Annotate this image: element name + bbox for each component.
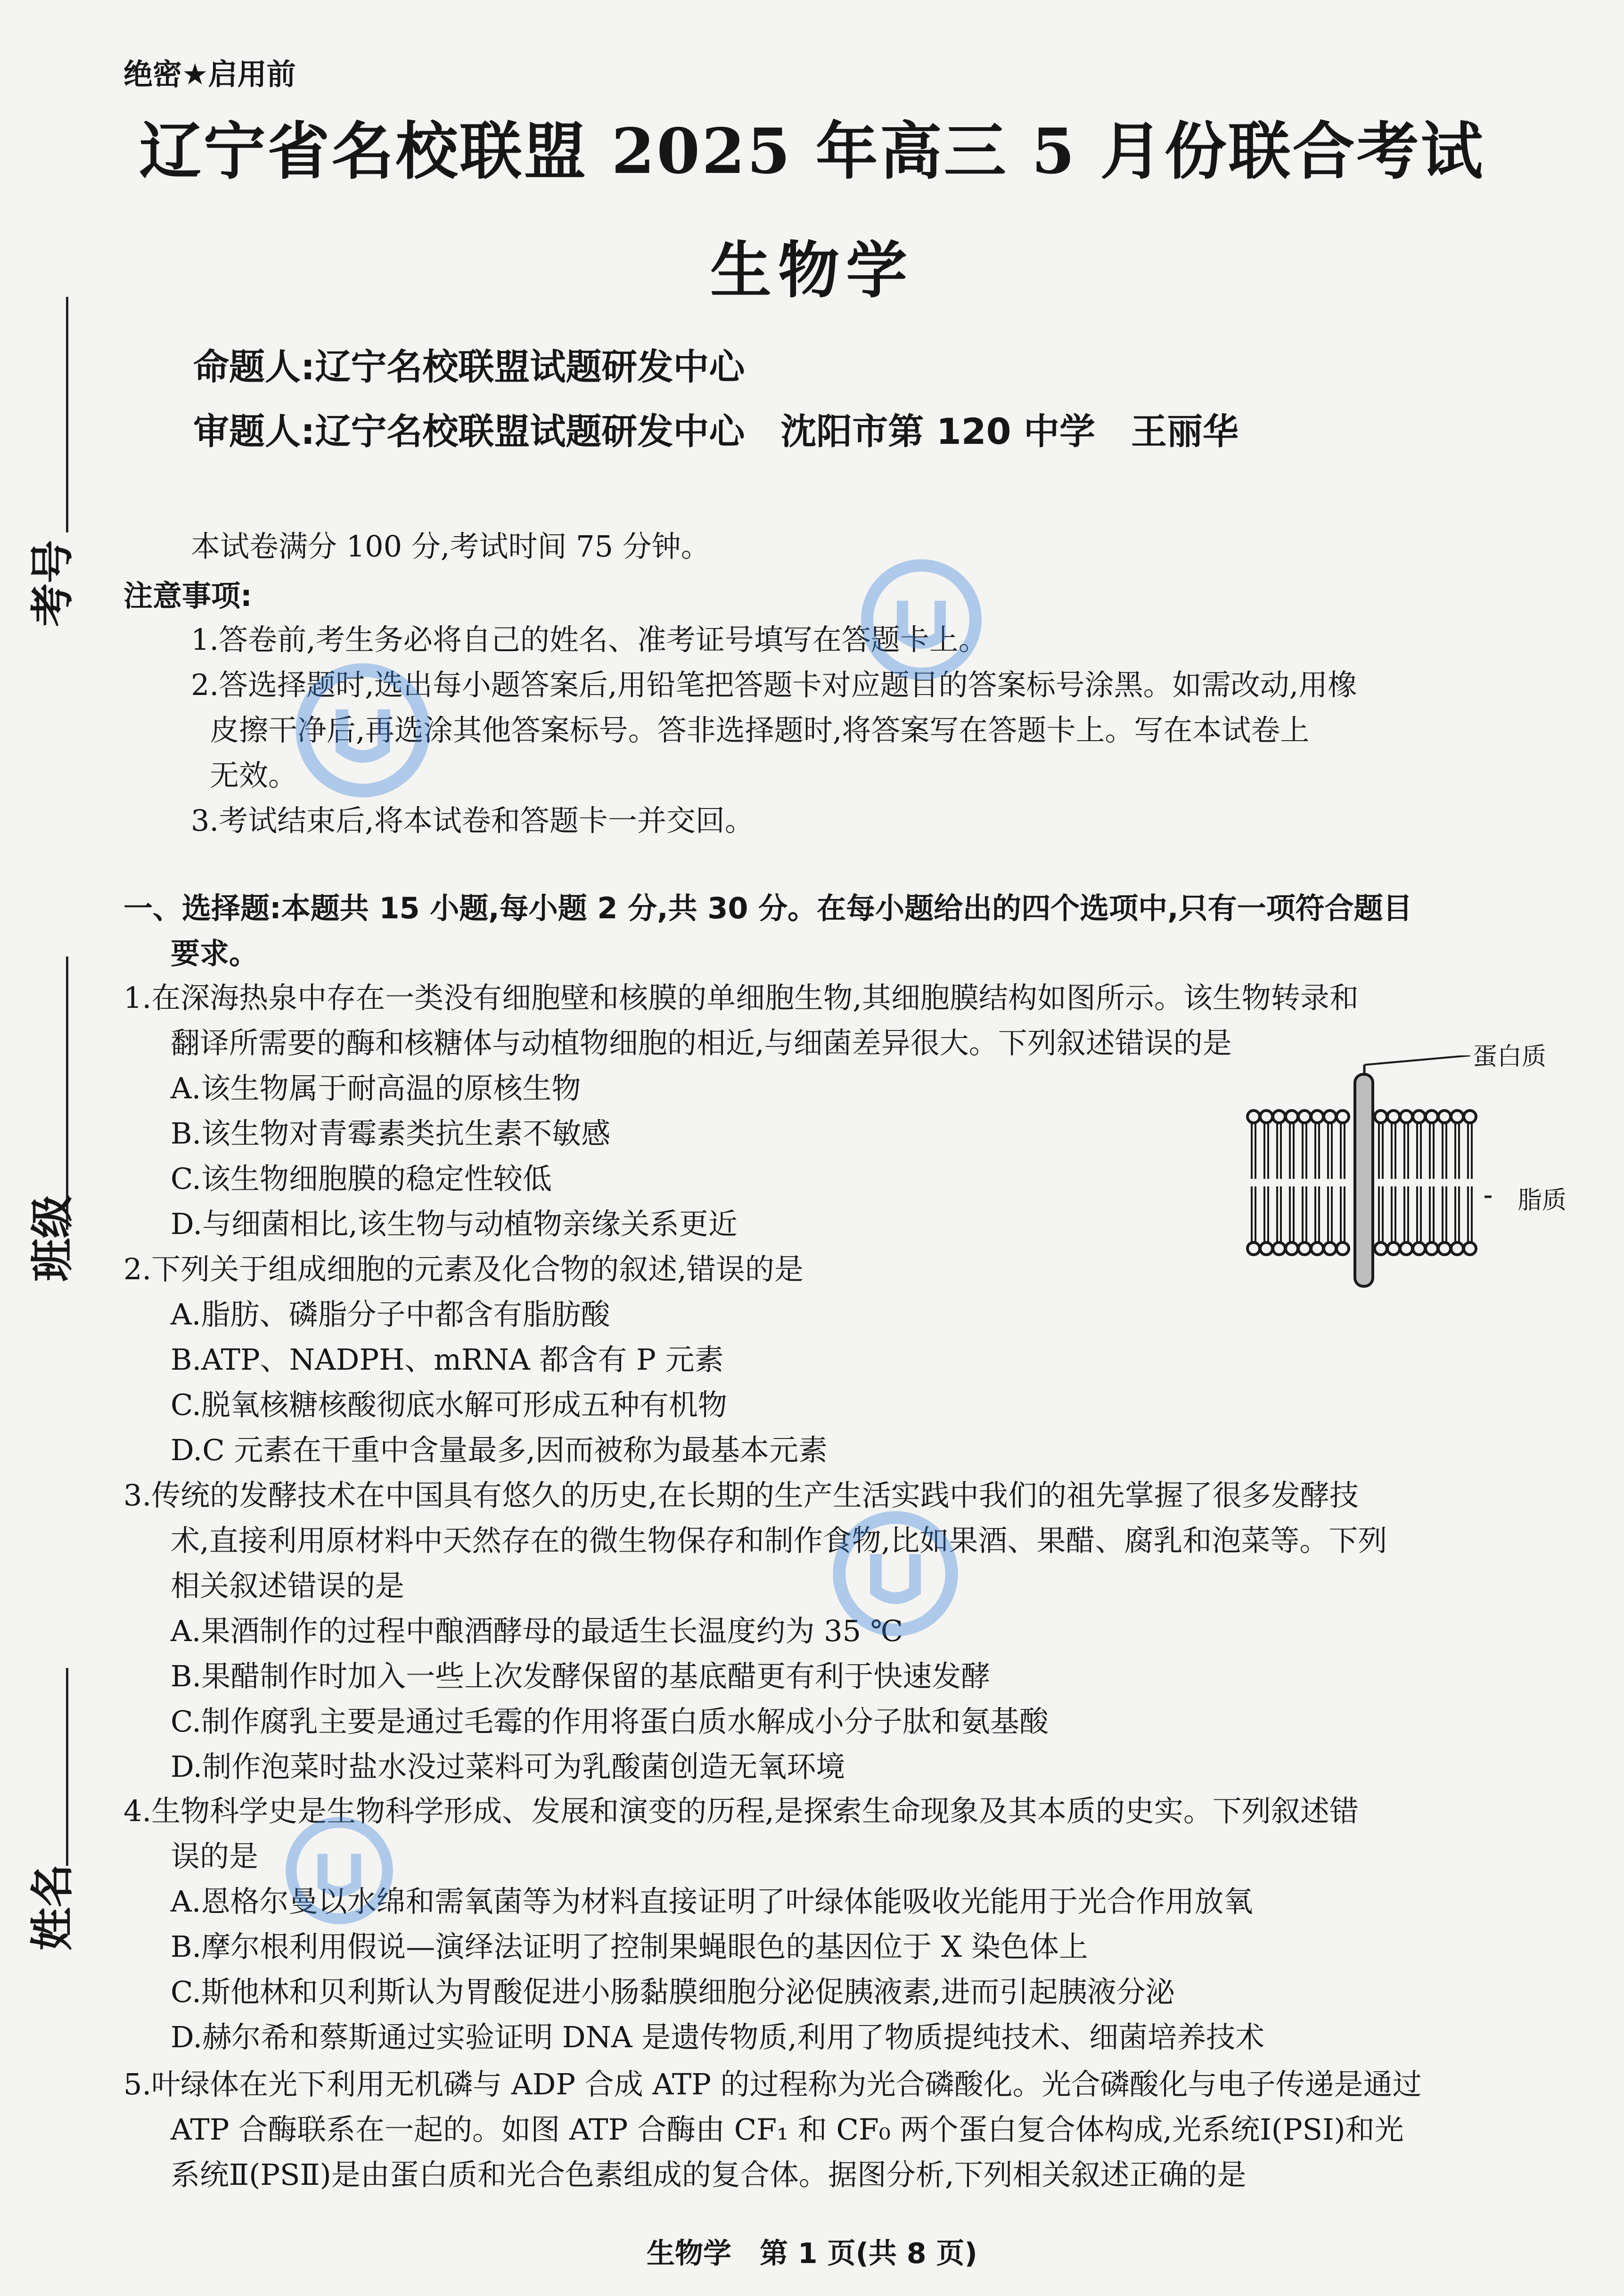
option-b: B.ATP、NADPH、mRNA 都含有 P 元素 xyxy=(171,1342,724,1377)
question-stem: 2.下列关于组成细胞的元素及化合物的叙述,错误的是 xyxy=(123,1252,804,1286)
side-field-line xyxy=(66,1668,68,1866)
secret-mark: 绝密★启用前 xyxy=(123,57,296,91)
question-stem: 4.生物科学史是生物科学形成、发展和演变的历程,是探索生命现象及其本质的史实。下列叙述错 xyxy=(123,1794,1359,1828)
question-2 xyxy=(123,1247,1589,1473)
page-footer: 生物学 第 1 页(共 8 页) xyxy=(647,2237,977,2270)
option-a: A.脂肪、磷脂分子中都含有脂肪酸 xyxy=(171,1297,610,1332)
label-protein: 蛋白质 xyxy=(1473,1043,1547,1071)
setter-line: 命题人:辽宁名校联盟试题研发中心 xyxy=(193,346,745,388)
section-heading xyxy=(123,886,1594,976)
label-lipid: 脂质 xyxy=(1517,1186,1567,1215)
question-stem: 翻译所需要的酶和核糖体与动植物细胞的相近,与细菌差异很大。下列叙述错误的是 xyxy=(171,1026,1232,1060)
notice-item: 2.答选择题时,选出每小题答案后,用铅笔把答题卡对应题目的答案标号涂黑。如需改动,用橡 xyxy=(191,668,1357,702)
watermark-logo-icon xyxy=(292,660,434,801)
option-a: A.该生物属于耐高温的原核生物 xyxy=(171,1071,581,1105)
question-stem: 5.叶绿体在光下利用无机磷与 ADP 合成 ATP 的过程称为光合磷酸化。光合磷酸化与电子传递是通过 xyxy=(123,2067,1422,2101)
phospholipid-head xyxy=(1273,1111,1285,1123)
question-5 xyxy=(123,2062,1589,2198)
phospholipid-head xyxy=(1438,1111,1451,1123)
phospholipid-head xyxy=(1413,1111,1425,1123)
side-field-line xyxy=(66,956,68,1230)
notice-item: 无效。 xyxy=(210,758,298,793)
question-stem: 1.在深海热泉中存在一类没有细胞壁和核膜的单细胞生物,其细胞膜结构如图所示。该生物转录和 xyxy=(123,980,1359,1015)
question-stem: 相关叙述错误的是 xyxy=(171,1569,405,1603)
phospholipid-head xyxy=(1247,1111,1260,1123)
side-field-name: 姓名 xyxy=(27,1863,78,1951)
exam-title: 辽宁省名校联盟 2025 年高三 5 月份联合考试 xyxy=(139,115,1485,188)
notice-item: 1.答卷前,考生务必将自己的姓名、准考证号填写在答题卡上。 xyxy=(191,622,988,657)
watermark-logo-icon xyxy=(829,1508,961,1640)
question-stem: 术,直接利用原材料中天然存在的微生物保存和制作食物,比如果酒、果醋、腐乳和泡菜等。下列 xyxy=(171,1523,1387,1558)
phospholipid-head xyxy=(1260,1111,1272,1123)
option-d: D.C 元素在干重中含量最多,因而被称为最基本元素 xyxy=(171,1433,828,1467)
notice-item: 3.考试结束后,将本试卷和答题卡一并交回。 xyxy=(191,803,754,838)
question-stem: 3.传统的发酵技术在中国具有悠久的历史,在长期的生产生活实践中我们的祖先掌握了很多发酵技 xyxy=(123,1478,1359,1512)
phospholipid-head xyxy=(1400,1111,1412,1123)
phospholipid-head xyxy=(1464,1111,1476,1123)
phospholipid-head xyxy=(1426,1111,1438,1123)
full-score-note: 本试卷满分 100 分,考试时间 75 分钟。 xyxy=(191,529,710,564)
phospholipid-head xyxy=(1337,1111,1349,1123)
question-stem: 误的是 xyxy=(171,1839,259,1873)
subject-title: 生物学 xyxy=(710,234,914,306)
option-d: D.与细菌相比,该生物与动植物亲缘关系更近 xyxy=(171,1207,738,1241)
option-d: D.制作泡菜时盐水没过菜料可为乳酸菌创造无氧环境 xyxy=(171,1749,845,1784)
option-b: B.摩尔根利用假说—演绎法证明了控制果蝇眼色的基因位于 X 染色体上 xyxy=(171,1929,1088,1964)
phospholipid-head xyxy=(1451,1111,1463,1123)
option-b: B.该生物对青霉素类抗生素不敏感 xyxy=(171,1116,611,1151)
watermark-logo-icon xyxy=(858,556,985,683)
option-c: C.制作腐乳主要是通过毛霉的作用将蛋白质水解成小分子肽和氨基酸 xyxy=(171,1704,1049,1739)
notice-item: 皮擦干净后,再选涂其他答案标号。答非选择题时,将答案写在答题卡上。写在本试卷上 xyxy=(210,713,1310,747)
side-field-class: 班级 xyxy=(27,1194,78,1282)
section-heading-line: 要求。 xyxy=(171,936,259,971)
watermark-logo-icon xyxy=(283,1814,396,1927)
phospholipid-head xyxy=(1375,1111,1387,1123)
notice-title: 注意事项: xyxy=(123,579,252,613)
option-c: C.斯他林和贝利斯认为胃酸促进小肠黏膜细胞分泌促胰液素,进而引起胰液分泌 xyxy=(171,1975,1175,2009)
option-a: A.恩格尔曼以水绵和需氧菌等为材料直接证明了叶绿体能吸收光能用于光合作用放氧 xyxy=(171,1884,1253,1919)
option-c: C.该生物细胞膜的稳定性较低 xyxy=(171,1161,552,1196)
phospholipid-head xyxy=(1286,1111,1298,1123)
question-stem: ATP 合酶联系在一起的。如图 ATP 合酶由 CF₁ 和 CF₀ 两个蛋白复合体构成,光系统Ⅰ(PSⅠ)和光 xyxy=(171,2112,1404,2147)
phospholipid-head xyxy=(1311,1111,1323,1123)
side-field-line xyxy=(66,297,68,532)
reviewer-line: 审题人:辽宁名校联盟试题研发中心 沈阳市第 120 中学 王丽华 xyxy=(193,410,1239,452)
option-a: A.果酒制作的过程中酿酒酵母的最适生长温度约为 35 ℃ xyxy=(171,1614,903,1648)
phospholipid-head xyxy=(1298,1111,1311,1123)
side-field-exam-number: 考号 xyxy=(27,539,78,627)
option-d: D.赫尔希和蔡斯通过实验证明 DNA 是遗传物质,利用了物质提纯技术、细菌培养技术 xyxy=(171,2020,1265,2054)
option-b: B.果醋制作时加入一些上次发酵保留的基底醋更有利于快速发酵 xyxy=(171,1659,991,1693)
protein-label-leader xyxy=(1364,1055,1470,1065)
section-heading-line: 一、选择题:本题共 15 小题,每小题 2 分,共 30 分。在每小题给出的四个选项中,只有一项符合题目 xyxy=(123,891,1412,925)
phospholipid-head xyxy=(1324,1111,1336,1123)
question-stem: 系统Ⅱ(PSⅡ)是由蛋白质和光合色素组成的复合体。据图分析,下列相关叙述正确的是 xyxy=(171,2157,1247,2192)
option-c: C.脱氧核糖核酸彻底水解可形成五种有机物 xyxy=(171,1388,727,1422)
phospholipid-head xyxy=(1387,1111,1400,1123)
